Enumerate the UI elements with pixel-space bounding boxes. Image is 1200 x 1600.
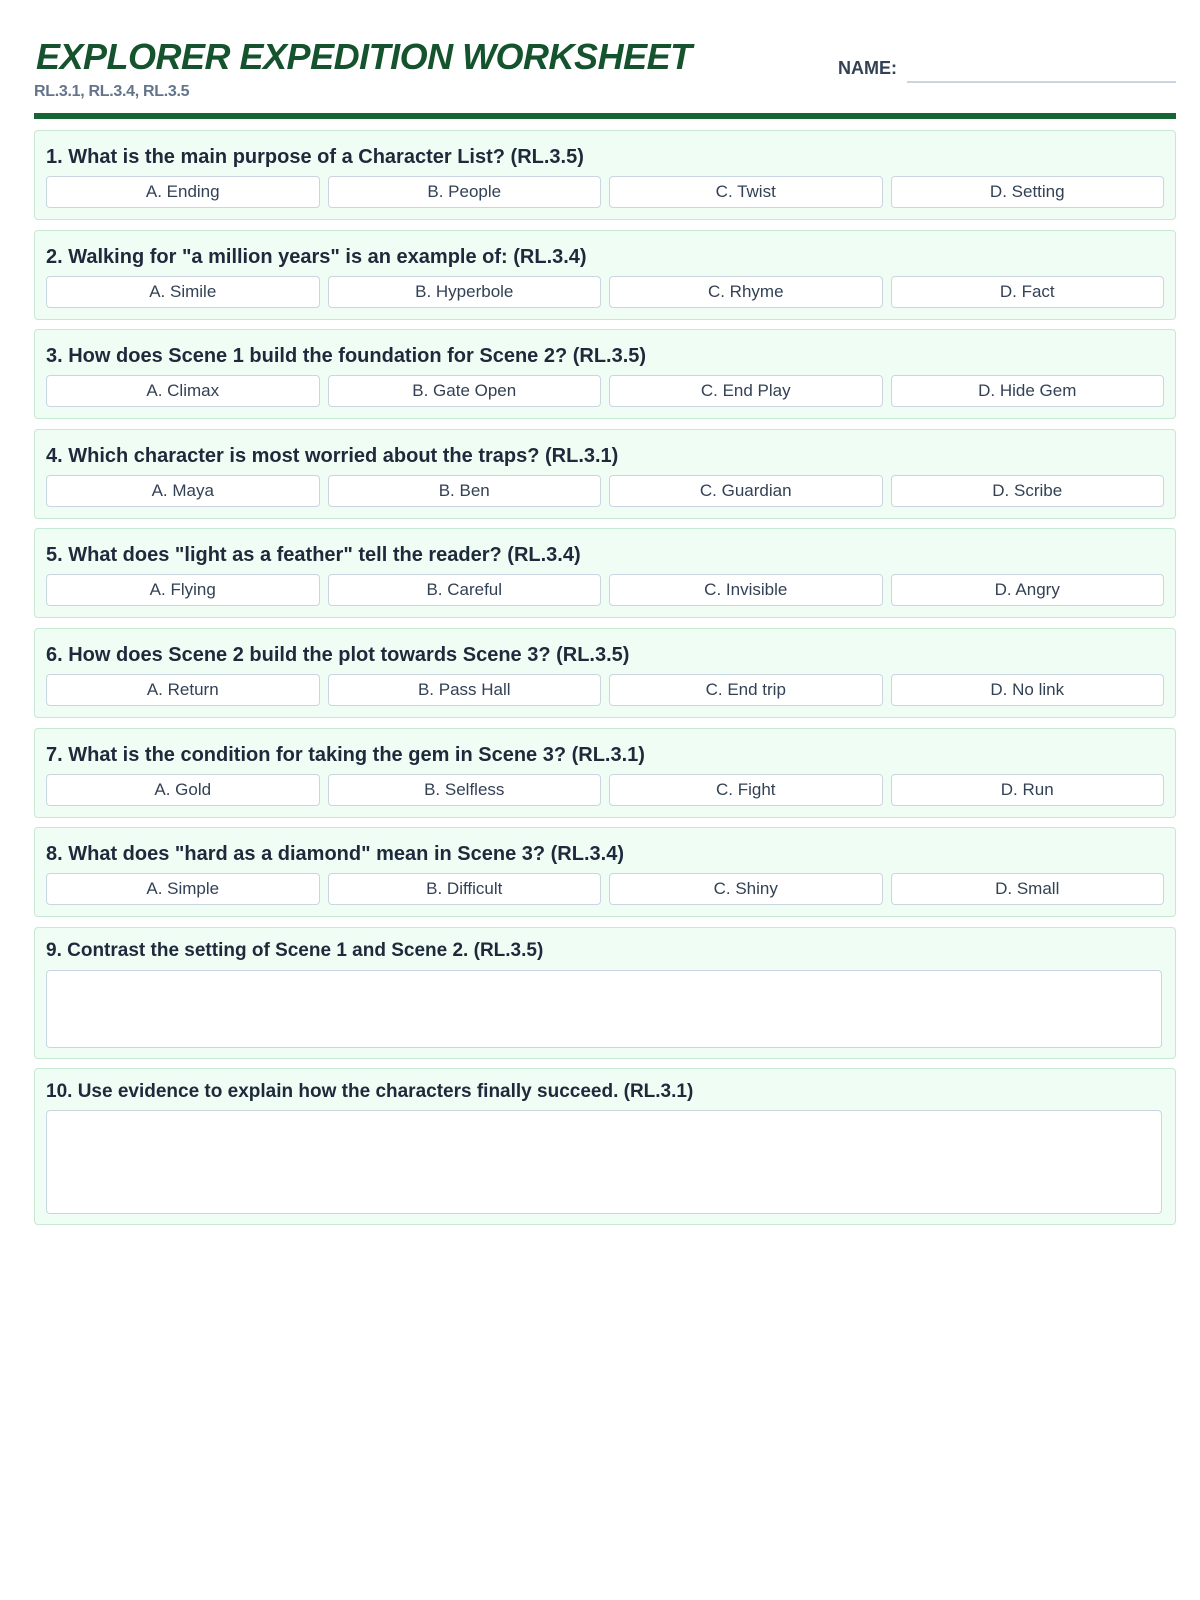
question-text: 1. What is the main purpose of a Character List? (RL.3.5) [46, 146, 584, 168]
name-line[interactable] [907, 81, 1176, 83]
option-c[interactable]: C. End trip [609, 674, 883, 706]
question-text: 4. Which character is most worried about the traps? (RL.3.1) [46, 445, 619, 467]
answer-options [46, 276, 1164, 310]
option-b[interactable]: B. Ben [328, 475, 602, 507]
question-card-3 [34, 329, 1176, 419]
option-d[interactable]: D. Scribe [891, 475, 1165, 507]
option-b[interactable]: B. Pass Hall [328, 674, 602, 706]
option-c[interactable]: C. Fight [609, 774, 883, 806]
option-a[interactable]: A. Flying [46, 574, 320, 606]
option-b[interactable]: B. People [328, 176, 602, 208]
option-a[interactable]: A. Return [46, 674, 320, 706]
option-b[interactable]: B. Hyperbole [328, 276, 602, 308]
option-c[interactable]: C. Rhyme [609, 276, 883, 308]
option-a[interactable]: A. Simile [46, 276, 320, 308]
option-d[interactable]: D. Setting [891, 176, 1165, 208]
question-card-6 [34, 628, 1176, 718]
option-a[interactable]: A. Ending [46, 176, 320, 208]
option-b[interactable]: B. Selfless [328, 774, 602, 806]
header-divider [34, 113, 1176, 119]
question-text: 9. Contrast the setting of Scene 1 and Scene 2. (RL.3.5) [46, 940, 544, 961]
question-text: 5. What does "light as a feather" tell the reader? (RL.3.4) [46, 544, 581, 566]
answer-box[interactable] [46, 1110, 1162, 1214]
question-card-2 [34, 230, 1176, 320]
name-label: NAME: [838, 58, 897, 78]
option-d[interactable]: D. Angry [891, 574, 1165, 606]
option-d[interactable]: D. Run [891, 774, 1165, 806]
answer-options [46, 475, 1164, 509]
option-a[interactable]: A. Simple [46, 873, 320, 905]
question-card-8 [34, 827, 1176, 917]
answer-options [46, 774, 1164, 808]
question-card-10 [34, 1068, 1176, 1225]
option-c[interactable]: C. End Play [609, 375, 883, 407]
option-d[interactable]: D. Small [891, 873, 1165, 905]
worksheet-title: EXPLORER EXPEDITION WORKSHEET [36, 36, 692, 77]
option-a[interactable]: A. Gold [46, 774, 320, 806]
option-b[interactable]: B. Difficult [328, 873, 602, 905]
answer-options [46, 176, 1164, 210]
option-a[interactable]: A. Climax [46, 375, 320, 407]
option-b[interactable]: B. Careful [328, 574, 602, 606]
question-card-7 [34, 728, 1176, 818]
option-c[interactable]: C. Shiny [609, 873, 883, 905]
answer-options [46, 574, 1164, 608]
option-c[interactable]: C. Guardian [609, 475, 883, 507]
option-b[interactable]: B. Gate Open [328, 375, 602, 407]
question-text: 3. How does Scene 1 build the foundation for Scene 2? (RL.3.5) [46, 345, 647, 367]
option-a[interactable]: A. Maya [46, 475, 320, 507]
question-text: 6. How does Scene 2 build the plot towards Scene 3? (RL.3.5) [46, 644, 630, 666]
answer-options [46, 375, 1164, 409]
option-c[interactable]: C. Twist [609, 176, 883, 208]
option-d[interactable]: D. Fact [891, 276, 1165, 308]
option-d[interactable]: D. Hide Gem [891, 375, 1165, 407]
question-card-9 [34, 927, 1176, 1059]
question-card-5 [34, 528, 1176, 618]
standards-list: RL.3.1, RL.3.4, RL.3.5 [34, 83, 190, 100]
question-card-1 [34, 130, 1176, 220]
worksheet-header [34, 28, 1176, 118]
question-text: 10. Use evidence to explain how the characters finally succeed. (RL.3.1) [46, 1081, 694, 1102]
question-text: 8. What does "hard as a diamond" mean in Scene 3? (RL.3.4) [46, 843, 624, 865]
question-card-4 [34, 429, 1176, 519]
answer-box[interactable] [46, 970, 1162, 1048]
answer-options [46, 674, 1164, 708]
question-text: 2. Walking for "a million years" is an example of: (RL.3.4) [46, 246, 587, 268]
answer-options [46, 873, 1164, 907]
question-text: 7. What is the condition for taking the gem in Scene 3? (RL.3.1) [46, 744, 645, 766]
option-d[interactable]: D. No link [891, 674, 1165, 706]
option-c[interactable]: C. Invisible [609, 574, 883, 606]
